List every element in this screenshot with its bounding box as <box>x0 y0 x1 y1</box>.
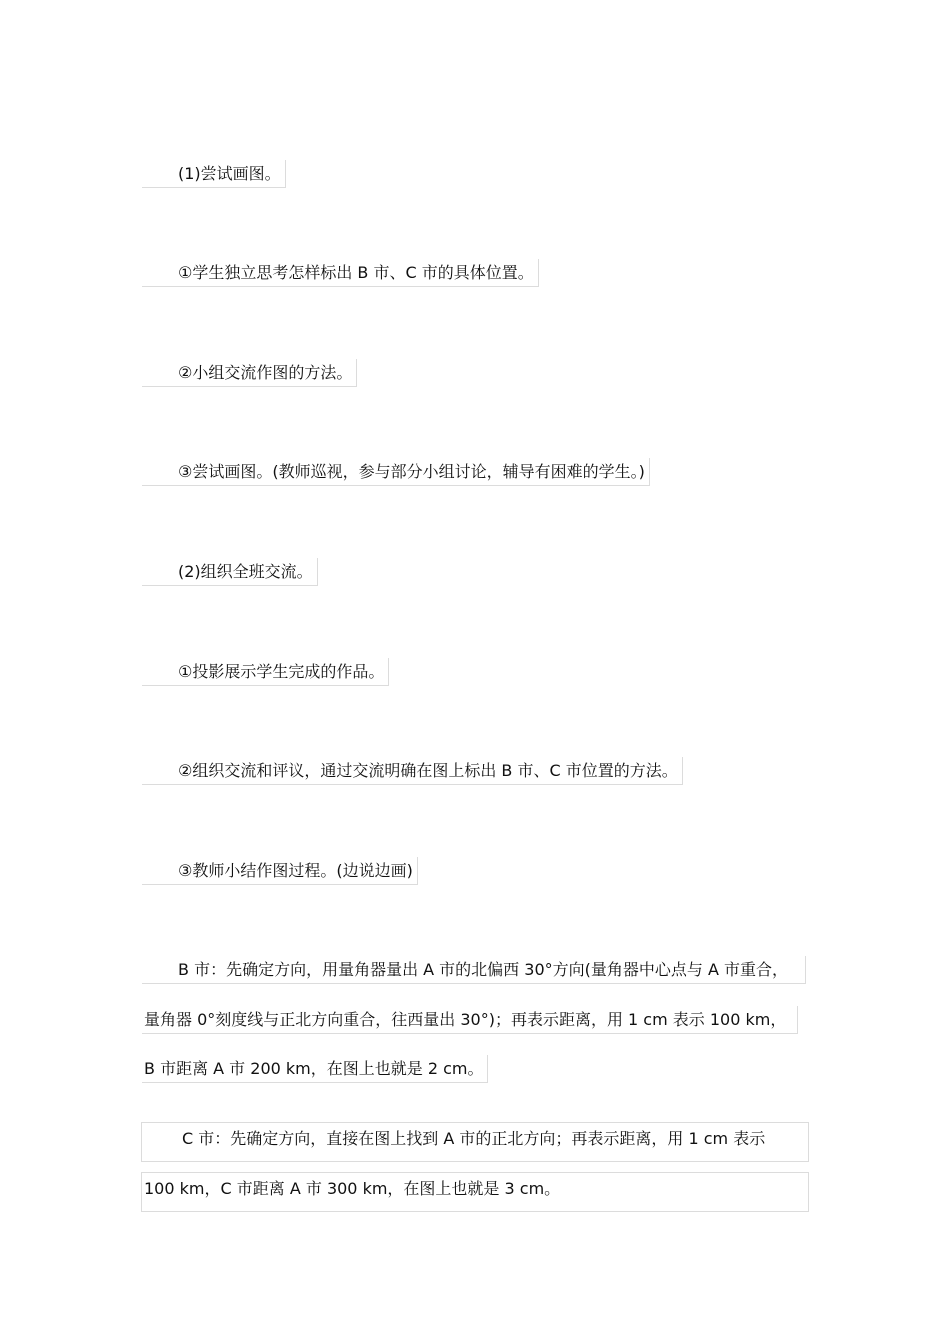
step-1-heading: (1)尝试画图。 <box>142 160 286 188</box>
b-city-paragraph-line-2: 量角器 0°刻度线与正北方向重合，往西量出 30°)；再表示距离，用 1 cm 表示 100 km， <box>142 1006 798 1034</box>
step-1-item-1: ①学生独立思考怎样标出 B 市、C 市的具体位置。 <box>142 259 539 287</box>
step-1-item-3: ③尝试画图。(教师巡视，参与部分小组讨论，辅导有困难的学生。) <box>142 458 650 486</box>
step-2-item-2: ②组织交流和评议，通过交流明确在图上标出 B 市、C 市位置的方法。 <box>142 757 683 785</box>
step-1-item-2: ②小组交流作图的方法。 <box>142 359 357 387</box>
step-2-heading: (2)组织全班交流。 <box>142 558 318 586</box>
b-city-paragraph-line-3: B 市距离 A 市 200 km，在图上也就是 2 cm。 <box>142 1055 488 1083</box>
c-city-paragraph-line-1: C 市：先确定方向，直接在图上找到 A 市的正北方向；再表示距离，用 1 cm 表示 <box>141 1122 809 1162</box>
b-city-paragraph-line-1: B 市：先确定方向，用量角器量出 A 市的北偏西 30°方向(量角器中心点与 A 市重合， <box>142 956 806 984</box>
c-city-paragraph-line-2: 100 km，C 市距离 A 市 300 km，在图上也就是 3 cm。 <box>141 1172 809 1212</box>
step-2-item-1: ①投影展示学生完成的作品。 <box>142 658 389 686</box>
step-2-item-3: ③教师小结作图过程。(边说边画) <box>142 857 418 885</box>
